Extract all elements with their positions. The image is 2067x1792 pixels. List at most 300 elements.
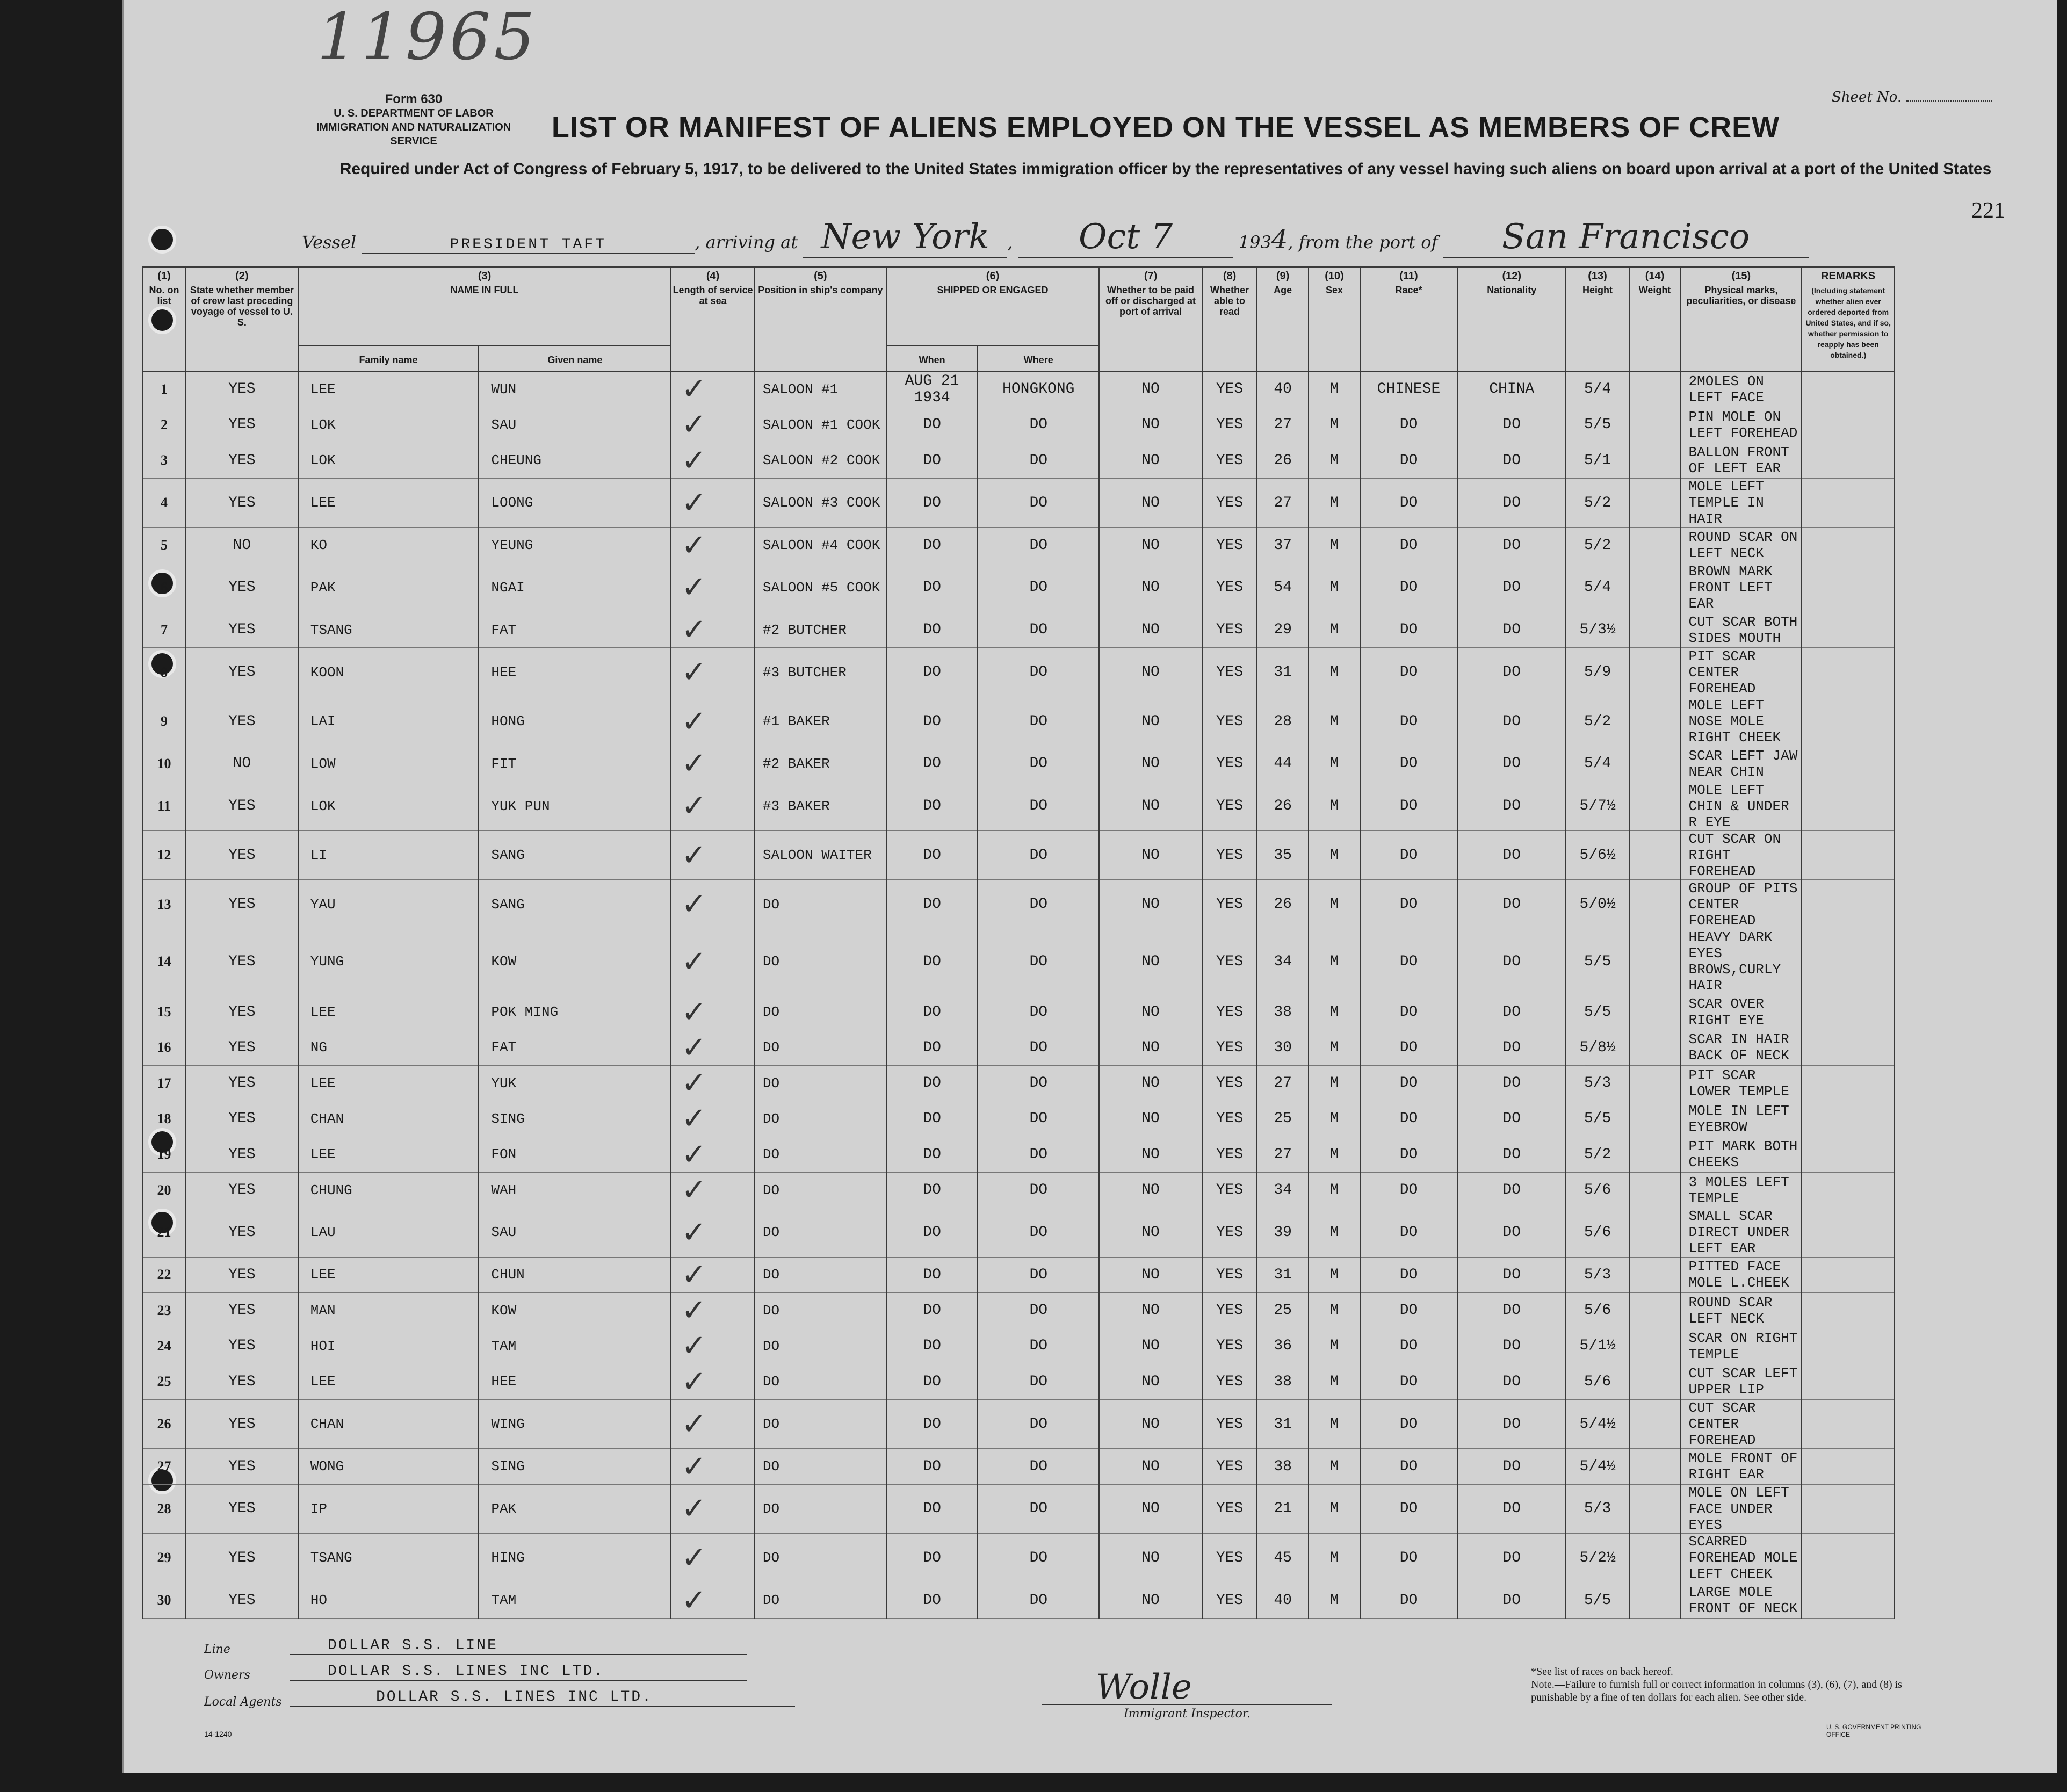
cell-marks: LARGE MOLE FRONT OF NECK [1680, 1583, 1802, 1618]
table-row [142, 929, 1895, 994]
cell-service-check: ✓ [671, 1101, 755, 1137]
cell-nationality: DO [1457, 1449, 1566, 1484]
cell-nationality: DO [1457, 1364, 1566, 1399]
cell-read: YES [1202, 563, 1257, 612]
cell-service-check: ✓ [671, 782, 755, 830]
cell-nationality: DO [1457, 1293, 1566, 1328]
cell-weight [1629, 746, 1681, 782]
cell-paid-off: NO [1099, 880, 1202, 929]
cell-age: 21 [1257, 1484, 1309, 1533]
cell-prev-voyage: YES [186, 563, 298, 612]
cell-read: YES [1202, 697, 1257, 746]
cell-family-name: YUNG [298, 929, 479, 994]
document-subtitle: Required under Act of Congress of February 5, 1917, to be delivered to the United States immigration officer by the representatives of any vessel having such aliens on board upon arrival at a port of the United States [339, 160, 1992, 178]
cell-height: 5/2 [1566, 528, 1629, 563]
cell-paid-off: NO [1099, 1257, 1202, 1292]
cell-prev-voyage: YES [186, 612, 298, 648]
cell-given-name: SING [479, 1449, 671, 1484]
cell-sex: M [1309, 1257, 1360, 1292]
cell-when: DO [886, 1030, 978, 1065]
cell-given-name: SANG [479, 880, 671, 929]
cell-nationality: DO [1457, 563, 1566, 612]
cell-given-name: HEE [479, 648, 671, 697]
cell-no: 9 [142, 697, 186, 746]
col-header-shipped: (6) SHIPPED OR ENGAGED [886, 267, 1099, 345]
cell-where: DO [978, 1137, 1099, 1172]
cell-age: 40 [1257, 371, 1309, 407]
cell-sex: M [1309, 1066, 1360, 1101]
cell-when: DO [886, 1328, 978, 1364]
cell-weight [1629, 648, 1681, 697]
table-row [142, 782, 1895, 830]
table-row [142, 528, 1895, 563]
cell-position: #3 BUTCHER [755, 648, 886, 697]
cell-when: DO [886, 746, 978, 782]
cell-service-check: ✓ [671, 1534, 755, 1583]
cell-height: 5/6 [1566, 1208, 1629, 1257]
cell-weight [1629, 1030, 1681, 1065]
cell-marks: CUT SCAR BOTH SIDES MOUTH [1680, 612, 1802, 648]
cell-paid-off: NO [1099, 1399, 1202, 1448]
cell-service-check: ✓ [671, 1293, 755, 1328]
cell-no: 12 [142, 830, 186, 879]
cell-sex: M [1309, 528, 1360, 563]
cell-given-name: FAT [479, 1030, 671, 1065]
cell-age: 27 [1257, 1137, 1309, 1172]
cell-marks: 3 MOLES LEFT TEMPLE [1680, 1172, 1802, 1208]
cell-height: 5/1½ [1566, 1328, 1629, 1364]
cell-position: DO [755, 929, 886, 994]
cell-height: 5/2 [1566, 697, 1629, 746]
cell-family-name: LAU [298, 1208, 479, 1257]
cell-no: 27 [142, 1449, 186, 1484]
cell-race: DO [1360, 746, 1457, 782]
cell-race: DO [1360, 1208, 1457, 1257]
cell-nationality: DO [1457, 830, 1566, 879]
cell-remarks [1802, 612, 1895, 648]
table-row [142, 994, 1895, 1030]
cell-race: DO [1360, 1257, 1457, 1292]
cell-read: YES [1202, 1399, 1257, 1448]
cell-read: YES [1202, 1534, 1257, 1583]
col-header-read: (8) Whether able to read [1202, 267, 1257, 371]
cell-prev-voyage: YES [186, 1364, 298, 1399]
cell-height: 5/8½ [1566, 1030, 1629, 1065]
cell-where: DO [978, 563, 1099, 612]
table-row [142, 1066, 1895, 1101]
cell-age: 27 [1257, 1066, 1309, 1101]
cell-nationality: DO [1457, 697, 1566, 746]
cell-given-name: POK MING [479, 994, 671, 1030]
cell-age: 28 [1257, 697, 1309, 746]
vessel-name: PRESIDENT TAFT [362, 236, 695, 254]
cell-weight [1629, 1399, 1681, 1448]
cell-no: 15 [142, 994, 186, 1030]
cell-age: 31 [1257, 1257, 1309, 1292]
cell-read: YES [1202, 782, 1257, 830]
manifest-footer [204, 1637, 1923, 1755]
cell-nationality: DO [1457, 648, 1566, 697]
form-number: Form 630 [385, 92, 443, 106]
cell-weight [1629, 1293, 1681, 1328]
cell-sex: M [1309, 880, 1360, 929]
cell-sex: M [1309, 782, 1360, 830]
cell-nationality: CHINA [1457, 371, 1566, 407]
table-row [142, 1257, 1895, 1292]
cell-race: DO [1360, 1293, 1457, 1328]
cell-race: DO [1360, 880, 1457, 929]
cell-read: YES [1202, 929, 1257, 994]
cell-nationality: DO [1457, 1534, 1566, 1583]
cell-family-name: LEE [298, 1066, 479, 1101]
cell-paid-off: NO [1099, 612, 1202, 648]
cell-read: YES [1202, 1137, 1257, 1172]
table-row [142, 1208, 1895, 1257]
cell-height: 5/3½ [1566, 612, 1629, 648]
cell-sex: M [1309, 443, 1360, 478]
cell-no: 3 [142, 443, 186, 478]
cell-where: DO [978, 994, 1099, 1030]
cell-read: YES [1202, 528, 1257, 563]
cell-age: 36 [1257, 1328, 1309, 1364]
cell-no: 19 [142, 1137, 186, 1172]
document-title: LIST OR MANIFEST OF ALIENS EMPLOYED ON THE VESSEL AS MEMBERS OF CREW [551, 111, 1780, 143]
col-header-when: When [886, 345, 978, 371]
cell-prev-voyage: YES [186, 1484, 298, 1533]
cell-age: 25 [1257, 1101, 1309, 1137]
cell-family-name: PAK [298, 563, 479, 612]
inspector-label: Immigrant Inspector. [1042, 1704, 1332, 1721]
cell-remarks [1802, 648, 1895, 697]
from-label: , from the port of [1288, 232, 1438, 252]
cell-prev-voyage: YES [186, 1293, 298, 1328]
cell-position: DO [755, 1066, 886, 1101]
cell-given-name: NGAI [479, 563, 671, 612]
cell-when: DO [886, 1399, 978, 1448]
cell-position: DO [755, 1030, 886, 1065]
cell-nationality: DO [1457, 1484, 1566, 1533]
cell-where: DO [978, 1030, 1099, 1065]
cell-age: 44 [1257, 746, 1309, 782]
cell-remarks [1802, 478, 1895, 527]
cell-marks: HEAVY DARK EYES BROWS,CURLY HAIR [1680, 929, 1802, 994]
cell-remarks [1802, 830, 1895, 879]
cell-sex: M [1309, 1137, 1360, 1172]
cell-height: 5/6 [1566, 1293, 1629, 1328]
cell-when: AUG 21 1934 [886, 371, 978, 407]
col-header-family-name: Family name [298, 345, 479, 371]
cell-read: YES [1202, 880, 1257, 929]
cell-remarks [1802, 1364, 1895, 1399]
cell-service-check: ✓ [671, 746, 755, 782]
cell-race: DO [1360, 1399, 1457, 1448]
cell-race: DO [1360, 1030, 1457, 1065]
penalty-note: Note.—Failure to furnish full or correct information in columns (3), (6), (7), and (8) is punishable by a fine of ten dollars for each alien. See other side. [1531, 1679, 1902, 1703]
cell-position: SALOON WAITER [755, 830, 886, 879]
cell-remarks [1802, 528, 1895, 563]
cell-sex: M [1309, 1449, 1360, 1484]
cell-age: 31 [1257, 648, 1309, 697]
cell-where: DO [978, 1364, 1099, 1399]
arriving-label: , arriving at [695, 232, 798, 252]
arriving-date: Oct 7 [1018, 217, 1233, 258]
cell-position: DO [755, 994, 886, 1030]
cell-weight [1629, 478, 1681, 527]
table-row [142, 371, 1895, 407]
cell-service-check: ✓ [671, 1030, 755, 1065]
cell-when: DO [886, 782, 978, 830]
line-label: Line [204, 1643, 230, 1656]
cell-nationality: DO [1457, 880, 1566, 929]
cell-read: YES [1202, 478, 1257, 527]
cell-race: DO [1360, 994, 1457, 1030]
cell-family-name: TSANG [298, 1534, 479, 1583]
table-row [142, 1399, 1895, 1448]
table-row [142, 612, 1895, 648]
cell-no: 21 [142, 1208, 186, 1257]
cell-no: 28 [142, 1484, 186, 1533]
cell-no: 29 [142, 1534, 186, 1583]
cell-prev-voyage: YES [186, 1172, 298, 1208]
table-row [142, 830, 1895, 879]
cell-position: DO [755, 1328, 886, 1364]
cell-remarks [1802, 1208, 1895, 1257]
cell-service-check: ✓ [671, 648, 755, 697]
cell-remarks [1802, 1484, 1895, 1533]
cell-race: DO [1360, 648, 1457, 697]
cell-no: 23 [142, 1293, 186, 1328]
cell-where: DO [978, 612, 1099, 648]
cell-marks: PIN MOLE ON LEFT FOREHEAD [1680, 407, 1802, 443]
cell-position: DO [755, 1399, 886, 1448]
cell-sex: M [1309, 1101, 1360, 1137]
col-header-age: (9) Age [1257, 267, 1309, 371]
cell-given-name: PAK [479, 1484, 671, 1533]
cell-given-name: FON [479, 1137, 671, 1172]
cell-family-name: YAU [298, 880, 479, 929]
cell-marks: MOLE FRONT OF RIGHT EAR [1680, 1449, 1802, 1484]
cell-service-check: ✓ [671, 1399, 755, 1448]
cell-service-check: ✓ [671, 407, 755, 443]
cell-service-check: ✓ [671, 880, 755, 929]
table-row [142, 697, 1895, 746]
sheet-no-label: Sheet No. [1832, 89, 1902, 105]
cell-when: DO [886, 528, 978, 563]
cell-family-name: LOK [298, 407, 479, 443]
cell-marks: SCAR IN HAIR BACK OF NECK [1680, 1030, 1802, 1065]
cell-race: DO [1360, 830, 1457, 879]
cell-weight [1629, 1172, 1681, 1208]
cell-paid-off: NO [1099, 371, 1202, 407]
cell-sex: M [1309, 1030, 1360, 1065]
cell-nationality: DO [1457, 1257, 1566, 1292]
cell-no: 10 [142, 746, 186, 782]
cell-read: YES [1202, 1484, 1257, 1533]
cell-family-name: LOK [298, 443, 479, 478]
cell-when: DO [886, 1257, 978, 1292]
cell-race: DO [1360, 1328, 1457, 1364]
cell-weight [1629, 1364, 1681, 1399]
cell-prev-voyage: YES [186, 1449, 298, 1484]
cell-where: DO [978, 1399, 1099, 1448]
cell-prev-voyage: YES [186, 697, 298, 746]
cell-read: YES [1202, 443, 1257, 478]
cell-age: 30 [1257, 1030, 1309, 1065]
cell-position: SALOON #2 COOK [755, 443, 886, 478]
cell-service-check: ✓ [671, 1364, 755, 1399]
cell-family-name: KOON [298, 648, 479, 697]
cell-position: SALOON #3 COOK [755, 478, 886, 527]
cell-race: DO [1360, 1364, 1457, 1399]
cell-age: 40 [1257, 1583, 1309, 1618]
cell-weight [1629, 407, 1681, 443]
cell-race: DO [1360, 1066, 1457, 1101]
cell-height: 5/5 [1566, 1101, 1629, 1137]
cell-given-name: WING [479, 1399, 671, 1448]
col-header-sex: (10) Sex [1309, 267, 1360, 371]
cell-paid-off: NO [1099, 1101, 1202, 1137]
cell-service-check: ✓ [671, 1484, 755, 1533]
vessel-line: Vessel PRESIDENT TAFT , arriving at New York , Oct 7 1934, from the port of San Francisco [302, 217, 1913, 258]
cell-sex: M [1309, 1534, 1360, 1583]
cell-read: YES [1202, 994, 1257, 1030]
sheet-no-blank [1906, 100, 1992, 102]
cell-prev-voyage: YES [186, 782, 298, 830]
cell-remarks [1802, 1328, 1895, 1364]
cell-age: 38 [1257, 1449, 1309, 1484]
cell-family-name: LEE [298, 478, 479, 527]
cell-prev-voyage: YES [186, 1030, 298, 1065]
cell-position: DO [755, 1364, 886, 1399]
cell-weight [1629, 1534, 1681, 1583]
cell-read: YES [1202, 1101, 1257, 1137]
cell-weight [1629, 880, 1681, 929]
cell-position: #3 BAKER [755, 782, 886, 830]
cell-when: DO [886, 612, 978, 648]
cell-sex: M [1309, 1364, 1360, 1399]
cell-remarks [1802, 880, 1895, 929]
cell-position: DO [755, 1293, 886, 1328]
cell-service-check: ✓ [671, 1583, 755, 1618]
cell-service-check: ✓ [671, 443, 755, 478]
cell-family-name: LEE [298, 994, 479, 1030]
cell-paid-off: NO [1099, 1293, 1202, 1328]
cell-no: 8 [142, 648, 186, 697]
cell-race: DO [1360, 1534, 1457, 1583]
cell-nationality: DO [1457, 1172, 1566, 1208]
cell-age: 45 [1257, 1534, 1309, 1583]
cell-no: 18 [142, 1101, 186, 1137]
cell-when: DO [886, 1066, 978, 1101]
cell-where: DO [978, 830, 1099, 879]
cell-marks: SMALL SCAR DIRECT UNDER LEFT EAR [1680, 1208, 1802, 1257]
cell-height: 5/5 [1566, 407, 1629, 443]
cell-prev-voyage: YES [186, 1534, 298, 1583]
cell-sex: M [1309, 746, 1360, 782]
cell-service-check: ✓ [671, 563, 755, 612]
cell-read: YES [1202, 371, 1257, 407]
cell-prev-voyage: YES [186, 1583, 298, 1618]
cell-where: DO [978, 1328, 1099, 1364]
cell-remarks [1802, 1399, 1895, 1448]
cell-family-name: NG [298, 1030, 479, 1065]
cell-where: DO [978, 1208, 1099, 1257]
cell-read: YES [1202, 1293, 1257, 1328]
cell-no: 22 [142, 1257, 186, 1292]
cell-given-name: SANG [479, 830, 671, 879]
cell-given-name: LOONG [479, 478, 671, 527]
table-row [142, 563, 1895, 612]
cell-when: DO [886, 1101, 978, 1137]
cell-service-check: ✓ [671, 994, 755, 1030]
cell-marks: CUT SCAR ON RIGHT FOREHEAD [1680, 830, 1802, 879]
col-header-paid-off: (7) Whether to be paid off or discharged at port of arrival [1099, 267, 1202, 371]
cell-prev-voyage: NO [186, 746, 298, 782]
cell-prev-voyage: YES [186, 880, 298, 929]
cell-race: DO [1360, 1137, 1457, 1172]
cell-position: #2 BAKER [755, 746, 886, 782]
cell-height: 5/6½ [1566, 830, 1629, 879]
cell-age: 38 [1257, 1364, 1309, 1399]
cell-paid-off: NO [1099, 407, 1202, 443]
table-row [142, 648, 1895, 697]
cell-read: YES [1202, 612, 1257, 648]
cell-where: DO [978, 407, 1099, 443]
cell-prev-voyage: YES [186, 1137, 298, 1172]
cell-nationality: DO [1457, 443, 1566, 478]
cell-remarks [1802, 782, 1895, 830]
cell-sex: M [1309, 648, 1360, 697]
cell-when: DO [886, 1484, 978, 1533]
year-prefix: 193 [1238, 232, 1271, 252]
cell-position: DO [755, 880, 886, 929]
cell-given-name: KOW [479, 929, 671, 994]
cell-read: YES [1202, 1364, 1257, 1399]
cell-nationality: DO [1457, 746, 1566, 782]
cell-weight [1629, 697, 1681, 746]
cell-when: DO [886, 1172, 978, 1208]
cell-remarks [1802, 1066, 1895, 1101]
owners-value: DOLLAR S.S. LINES INC LTD. [290, 1663, 747, 1681]
cell-paid-off: NO [1099, 1583, 1202, 1618]
cell-nationality: DO [1457, 407, 1566, 443]
cell-height: 5/5 [1566, 994, 1629, 1030]
cell-race: DO [1360, 528, 1457, 563]
cell-given-name: FIT [479, 746, 671, 782]
cell-race: DO [1360, 1172, 1457, 1208]
cell-where: DO [978, 929, 1099, 994]
cell-paid-off: NO [1099, 1328, 1202, 1364]
cell-age: 26 [1257, 880, 1309, 929]
cell-service-check: ✓ [671, 1137, 755, 1172]
cell-marks: ROUND SCAR ON LEFT NECK [1680, 528, 1802, 563]
cell-read: YES [1202, 1583, 1257, 1618]
table-row [142, 478, 1895, 527]
cell-age: 27 [1257, 478, 1309, 527]
cell-race: DO [1360, 563, 1457, 612]
cell-weight [1629, 371, 1681, 407]
cell-height: 5/2 [1566, 1137, 1629, 1172]
cell-prev-voyage: YES [186, 929, 298, 994]
cell-family-name: LEE [298, 371, 479, 407]
cell-height: 5/4½ [1566, 1449, 1629, 1484]
cell-sex: M [1309, 1293, 1360, 1328]
cell-remarks [1802, 407, 1895, 443]
cell-no: 5 [142, 528, 186, 563]
cell-race: DO [1360, 1449, 1457, 1484]
cell-height: 5/3 [1566, 1484, 1629, 1533]
cell-read: YES [1202, 1449, 1257, 1484]
